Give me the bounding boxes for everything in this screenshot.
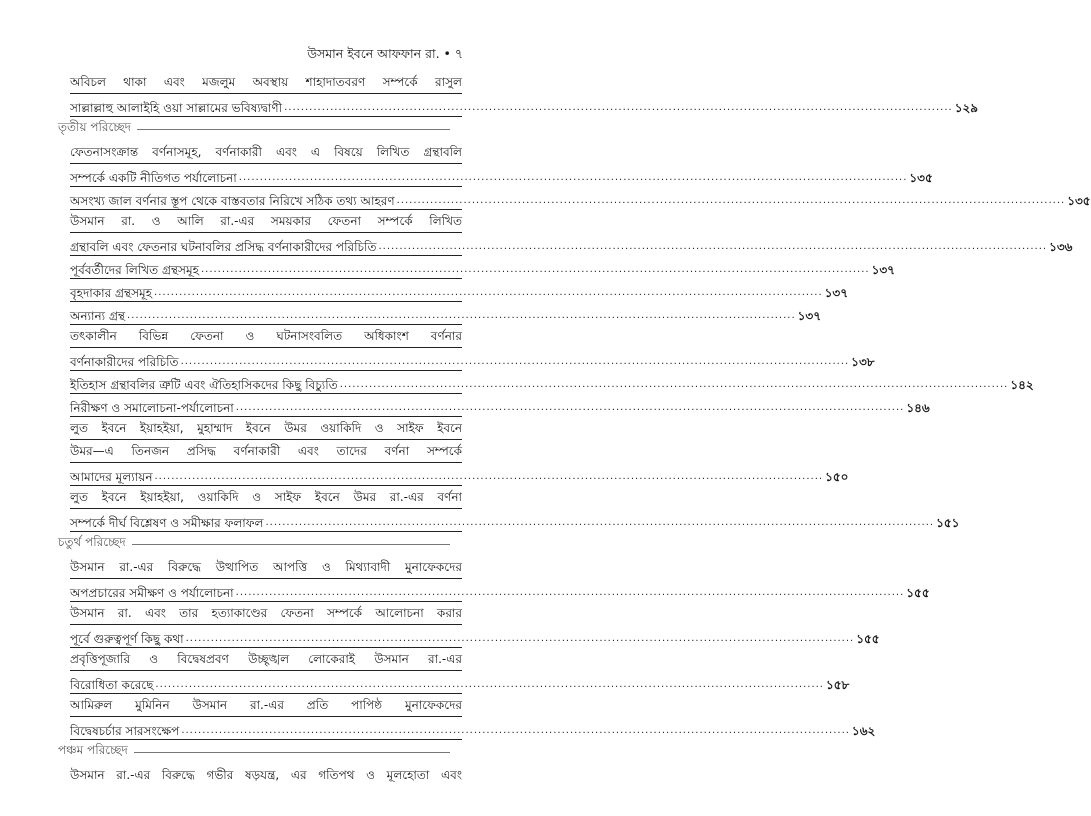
toc-entry-line [70,509,960,532]
chapter-heading-text: তৃতীয় পরিচ্ছেদ [58,120,131,134]
dot-leader: ................................................................................................................................................................ [127,310,796,321]
toc-entry[interactable] [70,486,960,532]
toc-entry[interactable] [70,371,1034,394]
toc-entry-line: উসমান রা. ও আলি রা.-এর সময়কার ফেতনা সম্পর্কে লিখিত [70,210,462,233]
toc-entry-line: প্রবৃত্তিপূজারি ও বিদ্বেষপ্রবণ উচ্ছৃঙ্খল লোকেরাই উসমান রা.-এর [70,648,462,671]
page-number: ১৩৫ [909,171,933,185]
page-number: ১৬২ [851,724,876,738]
toc-entry-text: ইতিহাস গ্রন্থাবলির ত্রুটি এবং ঐতিহাসিকদের কিছু বিচ্যুতি [70,378,338,392]
toc-entry-text: নিরীক্ষণ ও সমালোচনা-পর্যালোচনা [70,401,234,415]
toc-entry-text: অসংখ্য জাল বর্ণনার স্তূপ থেকে বাস্তবতার নিরিখে সঠিক তথ্য আহরণ [70,194,395,208]
page-number: ১৩৫ [1067,194,1091,208]
chapter-rule [134,752,450,753]
page-number: ১৫৮ [825,678,850,692]
toc-entry[interactable] [70,602,880,648]
toc-entry-line [70,463,849,486]
toc-entry-line [70,625,880,648]
toc-entry-line [70,671,850,694]
toc-entry-text: পূর্বে গুরুত্বপূর্ণ কিছু কথা [70,632,184,646]
toc-entry-line [70,94,979,117]
toc-entry[interactable] [70,279,849,302]
toc-entry-text: সম্পর্কে একটি নীতিগত পর্যালোচনা [70,171,237,185]
toc-entry-text: বিদ্বেষচর্চার সারসংক্ষেপ [70,724,180,738]
page-number: ১৩৮ [851,355,875,369]
page-number: ১৫১ [936,516,960,530]
page-number: ১৩৬ [1049,240,1073,254]
dot-leader: ................................................................................................................................................................ [284,102,953,113]
dot-leader: ................................................................................................................................................................ [154,287,823,298]
toc-entry-text: বর্ণনাকারীদের পরিচিতি [70,355,179,369]
toc-entry[interactable] [70,394,930,417]
toc-entry-text: গ্রন্থাবলি এবং ফেতনার ঘটনাবলির প্রসিদ্ধ বর্ণনাকারীদের পরিচিতি [70,240,377,254]
dot-leader: ................................................................................................................................................................ [200,264,870,275]
toc-entry-line [70,302,822,325]
dot-leader: ................................................................................................................................................................ [181,725,850,736]
dot-leader: ................................................................................................................................................................ [235,402,905,413]
toc-entry[interactable] [70,256,895,279]
toc-entry[interactable] [70,187,1091,210]
toc-entry-text: আমাদের মূল্যায়ন [70,470,153,484]
toc-entry-text: সম্পর্কে দীর্ঘ বিশ্লেষণ ও সমীক্ষার ফলাফল [70,516,264,530]
toc-entry-line [70,164,933,187]
toc-entry[interactable] [70,648,850,694]
chapter-heading [58,119,462,139]
toc-entry-line: আমিরুল মুমিনিন উসমান রা.-এর প্রতি পাপিষ্ঠ মুনাফেকদের [70,694,462,717]
dot-leader: ................................................................................................................................................................ [180,356,850,367]
chapter-heading [58,742,462,762]
chapter-heading-text: পঞ্চম পরিচ্ছেদ [58,743,128,757]
page-number: ১৩৭ [871,263,895,277]
toc-entry-line [70,371,1034,394]
toc-entry[interactable] [70,302,822,325]
dot-leader: ................................................................................................................................................................ [396,195,1066,206]
dot-leader: ................................................................................................................................................................ [378,241,1048,252]
toc-entry-text: বিরোধিতা করেছে [70,678,154,692]
dot-leader: ................................................................................................................................................................ [265,517,935,528]
toc-entry-line [70,394,930,417]
toc-entry-line [70,233,1073,256]
page-number: ১৫০ [825,470,849,484]
toc-entry-line: ফেতনাসংক্রান্ত বর্ণনাসমূহ, বর্ণনাকারী এবং এ বিষয়ে লিখিত গ্রন্থাবলি [70,141,462,164]
dot-leader: ................................................................................................................................................................ [185,633,855,644]
page-number: ১২৯ [954,101,979,115]
toc-entry-line: তৎকালীন বিভিন্ন ফেতনা ও ঘটনাসংবলিত অধিকাংশ বর্ণনার [70,325,462,348]
toc-entry-line: লুত ইবনে ইয়াহইয়া, মুহাম্মাদ ইবনে উমর ওয়াকিদি ও সাইফ ইবনে [70,417,462,440]
page-number: ১৩৭ [824,286,849,300]
toc-entry[interactable] [70,210,1073,256]
toc-entry-line: উমর—এ তিনজন প্রসিদ্ধ বর্ণনাকারী এবং তাদের বর্ণনা সম্পর্কে [70,440,462,463]
table-of-contents [58,71,1091,786]
toc-entry-line [70,256,895,279]
chapter-heading-text: চতুর্থ পরিচ্ছেদ [58,535,126,549]
toc-entry-line: লুত ইবনে ইয়াহইয়া, ওয়াকিদি ও সাইফ ইবনে উমর রা.-এর বর্ণনা [70,486,462,509]
toc-entry-text: অন্যান্য গ্রন্থ [70,309,126,323]
dot-leader: ................................................................................................................................................................ [154,471,824,482]
toc-entry-text: বৃহদাকার গ্রন্থসমূহ [70,286,153,300]
chapter-heading [58,534,462,554]
page-number: ১৫৫ [856,632,880,646]
toc-entry-text: অপপ্রচারের সমীক্ষণ ও পর্যালোচনা [70,586,234,600]
dot-leader: ................................................................................................................................................................ [155,679,824,690]
toc-entry-line [70,717,876,740]
chapter-rule [137,129,450,130]
page-number: ১৪৬ [906,401,930,415]
toc-entry[interactable] [70,694,876,740]
toc-entry-line [70,187,1091,210]
toc-entry-line [70,279,849,302]
toc-entry[interactable] [70,556,930,602]
toc-entry[interactable] [70,141,933,187]
toc-entry-text: সাল্লাল্লাহু আলাইহি ওয়া সাল্লামের ভবিষ্যদ্বাণী [70,101,283,115]
toc-entry[interactable] [70,71,979,117]
chapter-rule [132,544,450,545]
toc-entry-line: উসমান রা. এবং তার হত্যাকাণ্ডের ফেতনা সম্পর্কে আলোচনা করার [70,602,462,625]
page-number: ১৩৭ [797,309,822,323]
toc-entry[interactable] [70,764,462,786]
page-number: ১৫৫ [906,586,930,600]
toc-entry[interactable] [70,325,875,371]
toc-entry[interactable] [70,417,849,486]
dot-leader: ................................................................................................................................................................ [339,379,1009,390]
toc-entry-line [70,579,930,602]
dot-leader: ................................................................................................................................................................ [235,587,905,598]
running-head: উসমান ইবনে আফফান রা. • ৭ [307,46,463,61]
page-number: ১৪২ [1010,378,1034,392]
toc-entry-line [70,348,875,371]
toc-entry-line: উসমান রা.-এর বিরুদ্ধে গভীর ষড়যন্ত্র, এর গতিপথ ও মূলহোতা এবং [70,768,462,782]
toc-entry-line: উসমান রা.-এর বিরুদ্ধে উত্থাপিত আপত্তি ও মিথ্যাবাদী মুনাফেকদের [70,556,462,579]
toc-entry-line: অবিচল থাকা এবং মজলুম অবস্থায় শাহাদাতবরণ সম্পর্কে রাসুল [70,71,462,94]
toc-entry-text: পূর্ববর্তীদের লিখিত গ্রন্থসমূহ [70,263,199,277]
dot-leader: ................................................................................................................................................................ [238,172,908,183]
